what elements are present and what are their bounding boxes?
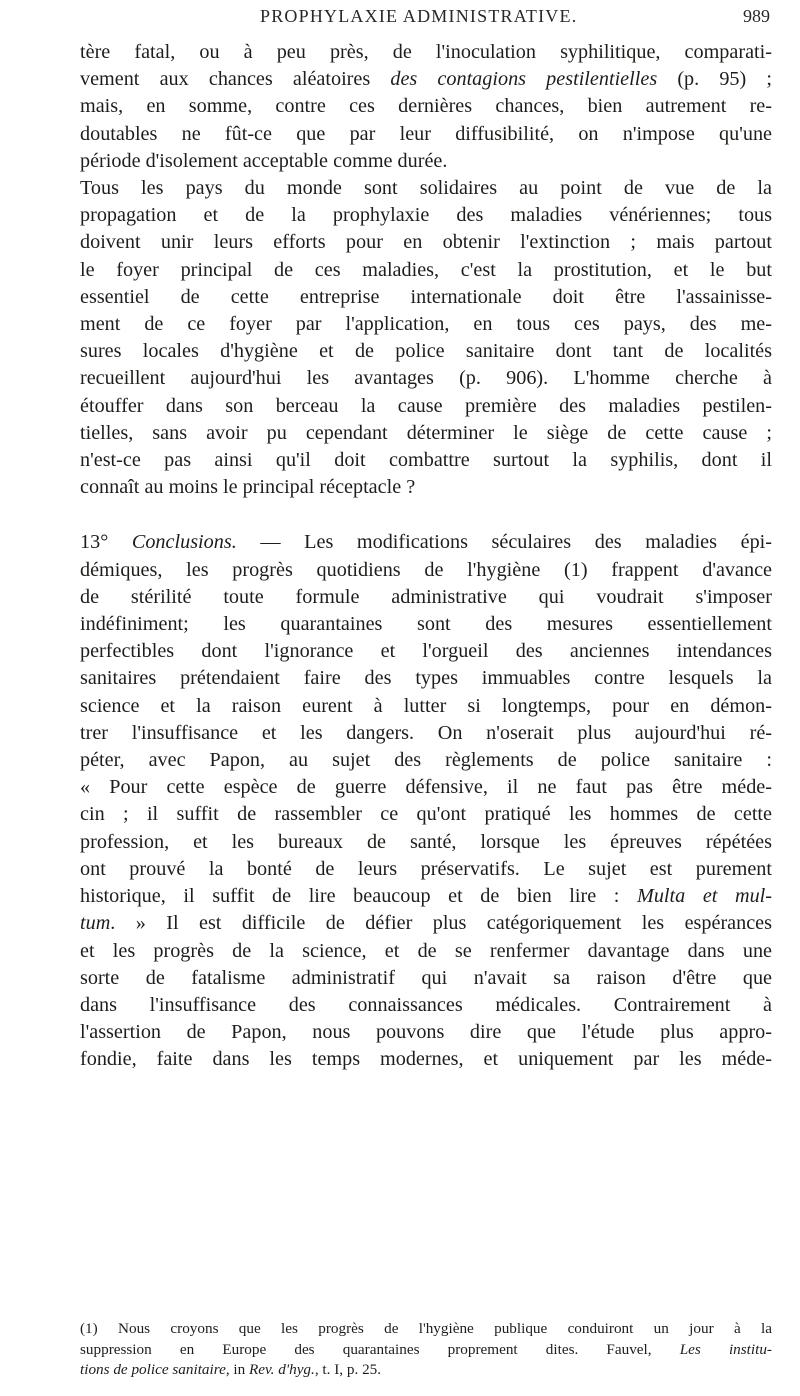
footnote bbox=[80, 1319, 772, 1381]
text-line bbox=[80, 529, 772, 556]
text-line: ment de ce foyer par l'application, en tous ces pays, des me- bbox=[80, 313, 772, 336]
footnote-line: (1) Nous croyons que les progrès de l'hygiène publique conduiront un jour à la bbox=[80, 1320, 772, 1337]
page-header bbox=[80, 4, 770, 32]
footnote-line bbox=[80, 1360, 772, 1381]
text-line: période d'isolement acceptable comme durée. bbox=[80, 149, 448, 172]
text-line: indéfiniment; les quarantaines sont des mesures essentiellement bbox=[80, 613, 772, 636]
text-line: essentiel de cette entreprise internationale doit être l'assainisse- bbox=[80, 285, 772, 308]
text-run: (p. 95) ; bbox=[657, 68, 772, 91]
text-line: « Pour cette espèce de guerre défensive, il ne faut pas être méde- bbox=[80, 776, 772, 799]
text-line: fondie, faite dans les temps modernes, et uniquement par les méde- bbox=[80, 1048, 772, 1071]
paragraph-1 bbox=[80, 39, 772, 175]
text-line: cin ; il suffit de rassembler ce qu'ont pratiqué les hommes de cette bbox=[80, 803, 772, 826]
text-line: mais, en somme, contre ces dernières chances, bien autrement re- bbox=[80, 95, 772, 118]
text-line: démiques, les progrès quotidiens de l'hygiène (1) frappent d'avance bbox=[80, 558, 772, 581]
text-line: sanitaires prétendaient faire des types immuables contre lesquels la bbox=[80, 667, 772, 690]
running-title: PROPHYLAXIE ADMINISTRATIVE. bbox=[260, 6, 578, 26]
text-line: l'assertion de Papon, nous pouvons dire que l'étude plus appro- bbox=[80, 1021, 772, 1044]
italic-text: tions de police sanitaire bbox=[80, 1361, 226, 1378]
section-heading: Conclusions. bbox=[131, 531, 237, 554]
text-run: historique, il suffit de lire beaucoup et de bien lire : bbox=[80, 885, 638, 908]
text-line: Tous les pays du monde sont solidaires au point de vue de la bbox=[80, 177, 772, 200]
text-line bbox=[80, 910, 772, 937]
text-line: et les progrès de la science, et de se renfermer davantage dans une bbox=[80, 939, 772, 962]
text-line: le foyer principal de ces maladies, c'est la prostitution, et le but bbox=[80, 258, 772, 281]
text-run: , in bbox=[225, 1361, 250, 1378]
page-number: 989 bbox=[743, 6, 770, 26]
text-run: — Les modifications séculaires des maladies épi- bbox=[236, 531, 772, 554]
text-line: tère fatal, ou à peu près, de l'inoculation syphilitique, comparati- bbox=[80, 41, 772, 63]
paragraph-spacer bbox=[80, 501, 772, 529]
text-line: science et la raison eurent à lutter si longtemps, pour en démon- bbox=[80, 694, 772, 717]
italic-text: Les institu- bbox=[679, 1340, 772, 1358]
italic-text: des contagions pestilentielles bbox=[390, 68, 658, 91]
text-line: doivent unir leurs efforts pour en obtenir l'extinction ; mais partout bbox=[80, 231, 772, 254]
text-line: doutables ne fût-ce que par leur diffusibilité, on n'impose qu'une bbox=[80, 122, 772, 145]
italic-text: Rev. d'hyg. bbox=[249, 1361, 315, 1378]
text-line: dans l'insuffisance des connaissances médicales. Contrairement à bbox=[80, 993, 772, 1016]
text-run: . » Il est difficile de défier plus catégoriquement les espérances bbox=[110, 912, 772, 935]
text-line: connaît au moins le principal réceptacle ? bbox=[80, 476, 416, 499]
body-text bbox=[80, 39, 772, 1074]
text-line: perfectibles dont l'ignorance et l'orgueil des anciennes intendances bbox=[80, 640, 772, 663]
text-line: trer l'insuffisance et les dangers. On n'oserait plus aujourd'hui ré- bbox=[80, 721, 772, 744]
text-line: sorte de fatalisme administratif qui n'avait sa raison d'être que bbox=[80, 966, 772, 989]
text-line: n'est-ce pas ainsi qu'il doit combattre surtout la syphilis, dont il bbox=[80, 449, 772, 472]
italic-text: Multa et mul- bbox=[637, 885, 773, 908]
text-line: tielles, sans avoir pu cependant déterminer le siège de cette cause ; bbox=[80, 421, 772, 444]
text-line bbox=[80, 66, 772, 93]
text-line: de stérilité toute formule administrative qui voudrait s'imposer bbox=[80, 585, 772, 608]
text-line bbox=[80, 883, 772, 910]
text-run: suppression en Europe des quarantaines proprement dites. Fauvel, bbox=[80, 1340, 680, 1358]
text-run: vement aux chances aléatoires bbox=[80, 68, 391, 91]
section-number: 13° bbox=[80, 531, 132, 554]
text-line: sures locales d'hygiène et de police sanitaire dont tant de localités bbox=[80, 340, 772, 363]
text-line: péter, avec Papon, au sujet des règlements de police sanitaire : bbox=[80, 749, 772, 772]
text-line: propagation et de la prophylaxie des maladies vénériennes; tous bbox=[80, 204, 772, 227]
text-run: , t. I, p. 25. bbox=[314, 1361, 382, 1378]
italic-text: tum bbox=[80, 912, 111, 935]
text-line: ont prouvé la bonté de leurs préservatifs. Le sujet est purement bbox=[80, 857, 772, 880]
paragraph-2 bbox=[80, 175, 772, 501]
footnote-line bbox=[80, 1340, 772, 1361]
text-line: recueillent aujourd'hui les avantages (p. 906). L'homme cherche à bbox=[80, 367, 772, 390]
paragraph-3-conclusions bbox=[80, 529, 772, 1073]
text-line: étouffer dans son berceau la cause première des maladies pestilen- bbox=[80, 394, 772, 417]
text-line: profession, et les bureaux de santé, lorsque les épreuves répétées bbox=[80, 830, 772, 853]
